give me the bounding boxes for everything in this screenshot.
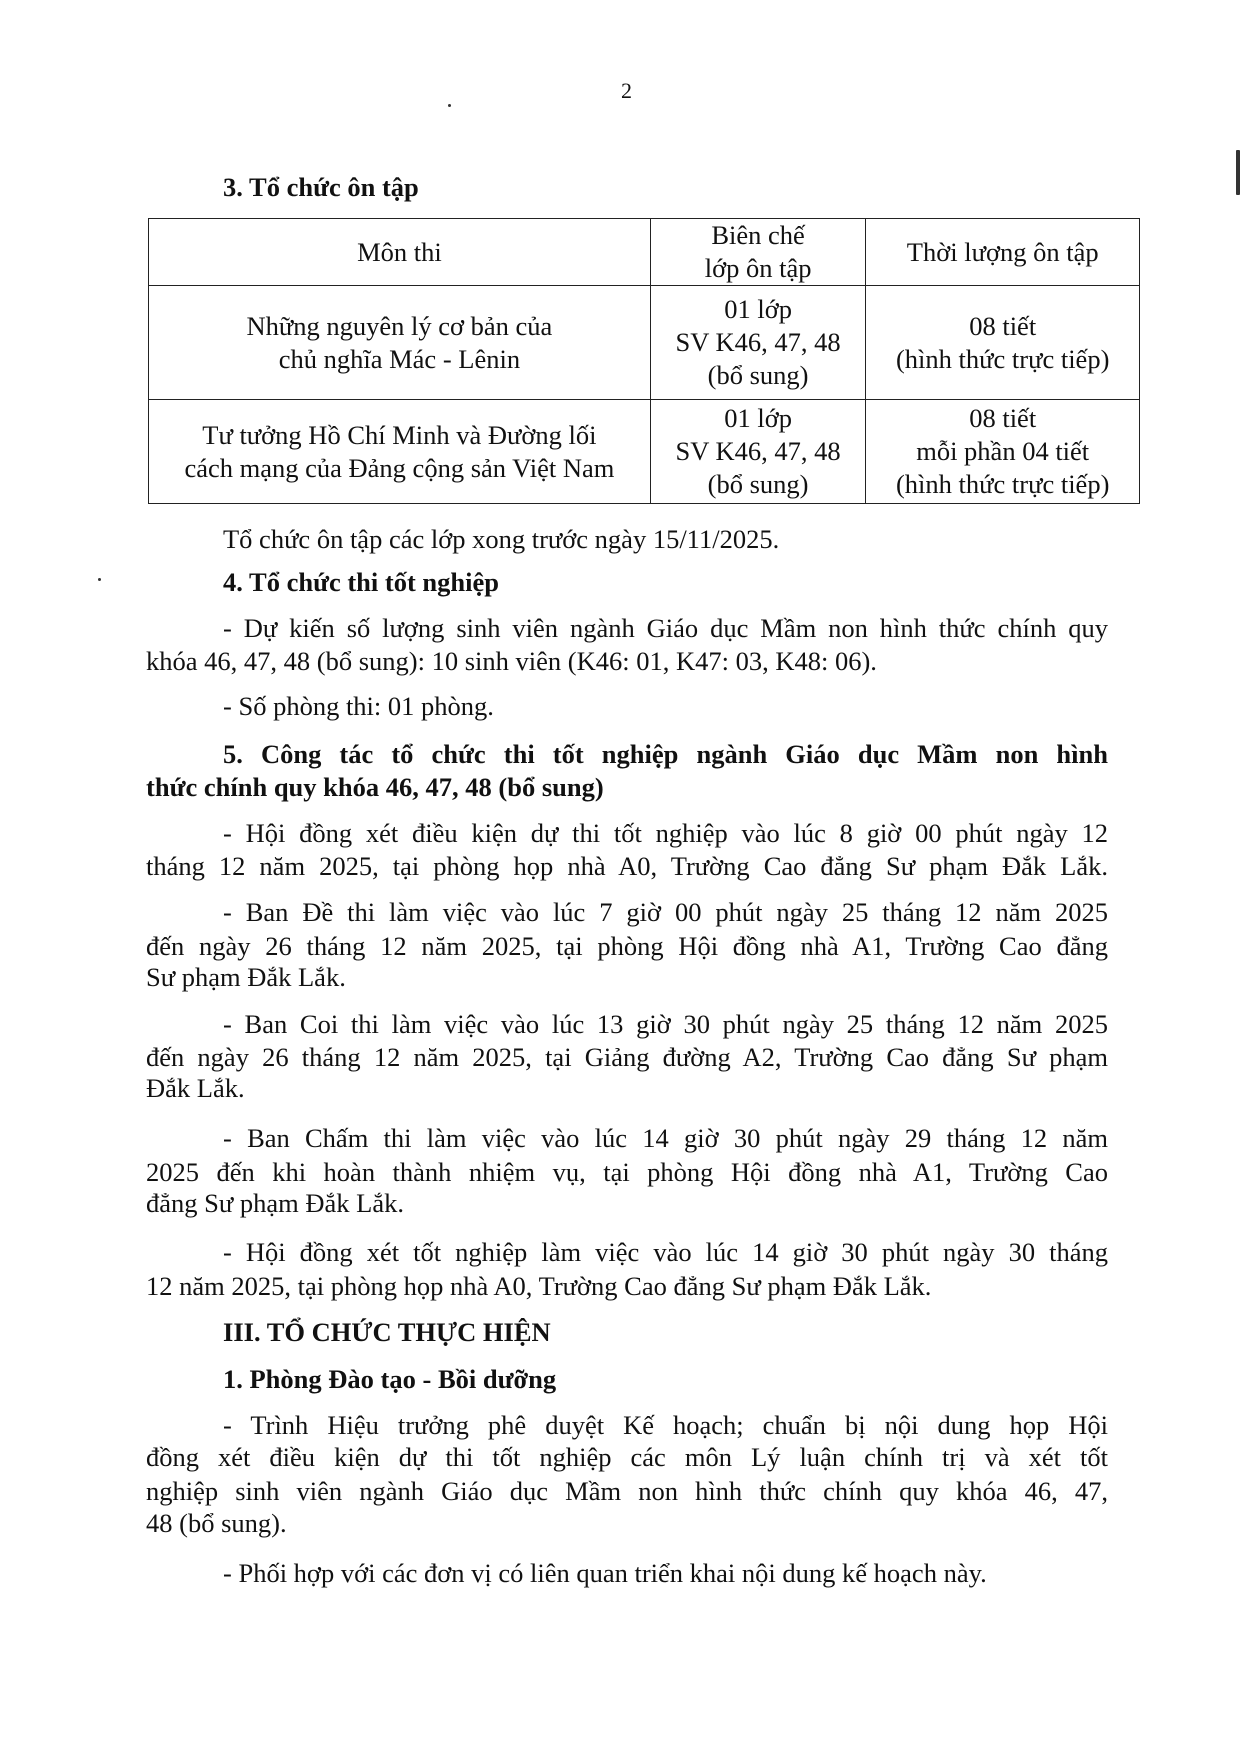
cell-line: SV K46, 47, 48 <box>675 327 841 357</box>
paragraph-line: - Số phòng thi: 01 phòng. <box>223 691 494 721</box>
cell-line: 01 lớp <box>724 294 792 324</box>
cell-line: 08 tiết <box>969 310 1037 341</box>
page-number: 2 <box>621 78 632 103</box>
section-3-heading: 3. Tổ chức ôn tập <box>223 172 419 202</box>
cell-line: Tư tưởng Hồ Chí Minh và Đường lối <box>202 419 597 450</box>
paragraph-line: khóa 46, 47, 48 (bổ sung): 10 sinh viên (K46: 01, K47: 03, K48: 06). <box>146 646 877 676</box>
paragraph-line: Đắk Lắk. <box>146 1073 245 1103</box>
scan-edge-mark <box>1236 150 1240 195</box>
section-iii-heading: III. TỔ CHỨC THỰC HIỆN <box>223 1317 551 1347</box>
paragraph-line: - Trình Hiệu trưởng phê duyệt Kế hoạch; chuẩn bị nội dung họp Hội <box>223 1410 1108 1440</box>
cell-line: (hình thức trực tiếp) <box>895 343 1110 374</box>
paragraph-line: - Phối hợp với các đơn vị có liên quan triển khai nội dung kế hoạch này. <box>223 1558 987 1588</box>
cell-line: (bổ sung) <box>707 469 809 499</box>
paragraph-line: đồng xét điều kiện dự thi tốt nghiệp các môn Lý luận chính trị và xét tốt <box>146 1442 1108 1472</box>
paragraph-line: nghiệp sinh viên ngành Giáo dục Mầm non hình thức chính quy khóa 46, 47, <box>146 1476 1108 1506</box>
paragraph-line: đẳng Sư phạm Đắk Lắk. <box>146 1188 404 1218</box>
cell-line: 08 tiết <box>969 403 1037 433</box>
subsection-heading: 1. Phòng Đào tạo - Bồi dưỡng <box>223 1364 557 1394</box>
cell-line: Những nguyên lý cơ bản của <box>246 310 553 341</box>
cell-line: cách mạng của Đảng cộng sản Việt Nam <box>184 452 615 483</box>
paragraph-line: - Ban Chấm thi làm việc vào lúc 14 giờ 30 phút ngày 29 tháng 12 năm <box>223 1123 1108 1153</box>
paragraph-line: - Hội đồng xét điều kiện dự thi tốt nghiệp vào lúc 8 giờ 00 phút ngày 12 <box>223 818 1108 848</box>
paragraph-line: đến ngày 26 tháng 12 năm 2025, tại Giảng đường A2, Trường Cao đẳng Sư phạm <box>146 1042 1108 1072</box>
cell-duration <box>866 286 1140 400</box>
table-row <box>149 286 1140 400</box>
table-header-row <box>149 219 1140 286</box>
cell-subject <box>149 286 651 400</box>
cell-line: (bổ sung) <box>707 360 809 390</box>
section-5-heading: thức chính quy khóa 46, 47, 48 (bổ sung) <box>146 772 604 802</box>
header-class <box>650 219 866 286</box>
paragraph-line: Sư phạm Đắk Lắk. <box>146 962 346 992</box>
paragraph-line: 48 (bổ sung). <box>146 1508 287 1538</box>
header-subject: Môn thi <box>149 219 651 286</box>
cell-line: chủ nghĩa Mác - Lênin <box>278 343 521 374</box>
scan-speck <box>98 578 101 581</box>
cell-class <box>650 286 866 400</box>
cell-subject <box>149 400 651 504</box>
paragraph-line: đến ngày 26 tháng 12 năm 2025, tại phòng Hội đồng nhà A1, Trường Cao đẳng <box>146 931 1108 961</box>
paragraph-line: - Dự kiến số lượng sinh viên ngành Giáo dục Mầm non hình thức chính quy <box>223 613 1108 643</box>
paragraph-line: - Hội đồng xét tốt nghiệp làm việc vào lúc 14 giờ 30 phút ngày 30 tháng <box>223 1237 1108 1267</box>
section-5-heading: 5. Công tác tổ chức thi tốt nghiệp ngành Giáo dục Mầm non hình <box>223 739 1108 769</box>
cell-duration <box>866 400 1140 504</box>
cell-line: (hình thức trực tiếp) <box>895 469 1110 499</box>
scan-speck <box>448 104 451 107</box>
header-class-line: Biên chế <box>711 220 805 250</box>
cell-line: SV K46, 47, 48 <box>675 436 841 466</box>
section-4-heading: 4. Tổ chức thi tốt nghiệp <box>223 567 500 597</box>
review-note: Tổ chức ôn tập các lớp xong trước ngày 15/11/2025. <box>223 524 780 554</box>
header-duration: Thời lượng ôn tập <box>866 219 1140 286</box>
paragraph-line: - Ban Đề thi làm việc vào lúc 7 giờ 00 phút ngày 25 tháng 12 năm 2025 <box>223 897 1108 927</box>
header-class-line: lớp ôn tập <box>704 253 812 283</box>
cell-class <box>650 400 866 504</box>
table-row <box>149 400 1140 504</box>
paragraph-line: tháng 12 năm 2025, tại phòng họp nhà A0, Trường Cao đẳng Sư phạm Đắk Lắk. <box>146 851 1108 881</box>
cell-line: mỗi phần 04 tiết <box>916 436 1090 466</box>
review-schedule-table <box>148 218 1140 504</box>
paragraph-line: 12 năm 2025, tại phòng họp nhà A0, Trường Cao đẳng Sư phạm Đắk Lắk. <box>146 1271 932 1301</box>
paragraph-line: 2025 đến khi hoàn thành nhiệm vụ, tại phòng Hội đồng nhà A1, Trường Cao <box>146 1157 1108 1187</box>
cell-line: 01 lớp <box>724 403 792 433</box>
paragraph-line: - Ban Coi thi làm việc vào lúc 13 giờ 30 phút ngày 25 tháng 12 năm 2025 <box>223 1009 1108 1039</box>
